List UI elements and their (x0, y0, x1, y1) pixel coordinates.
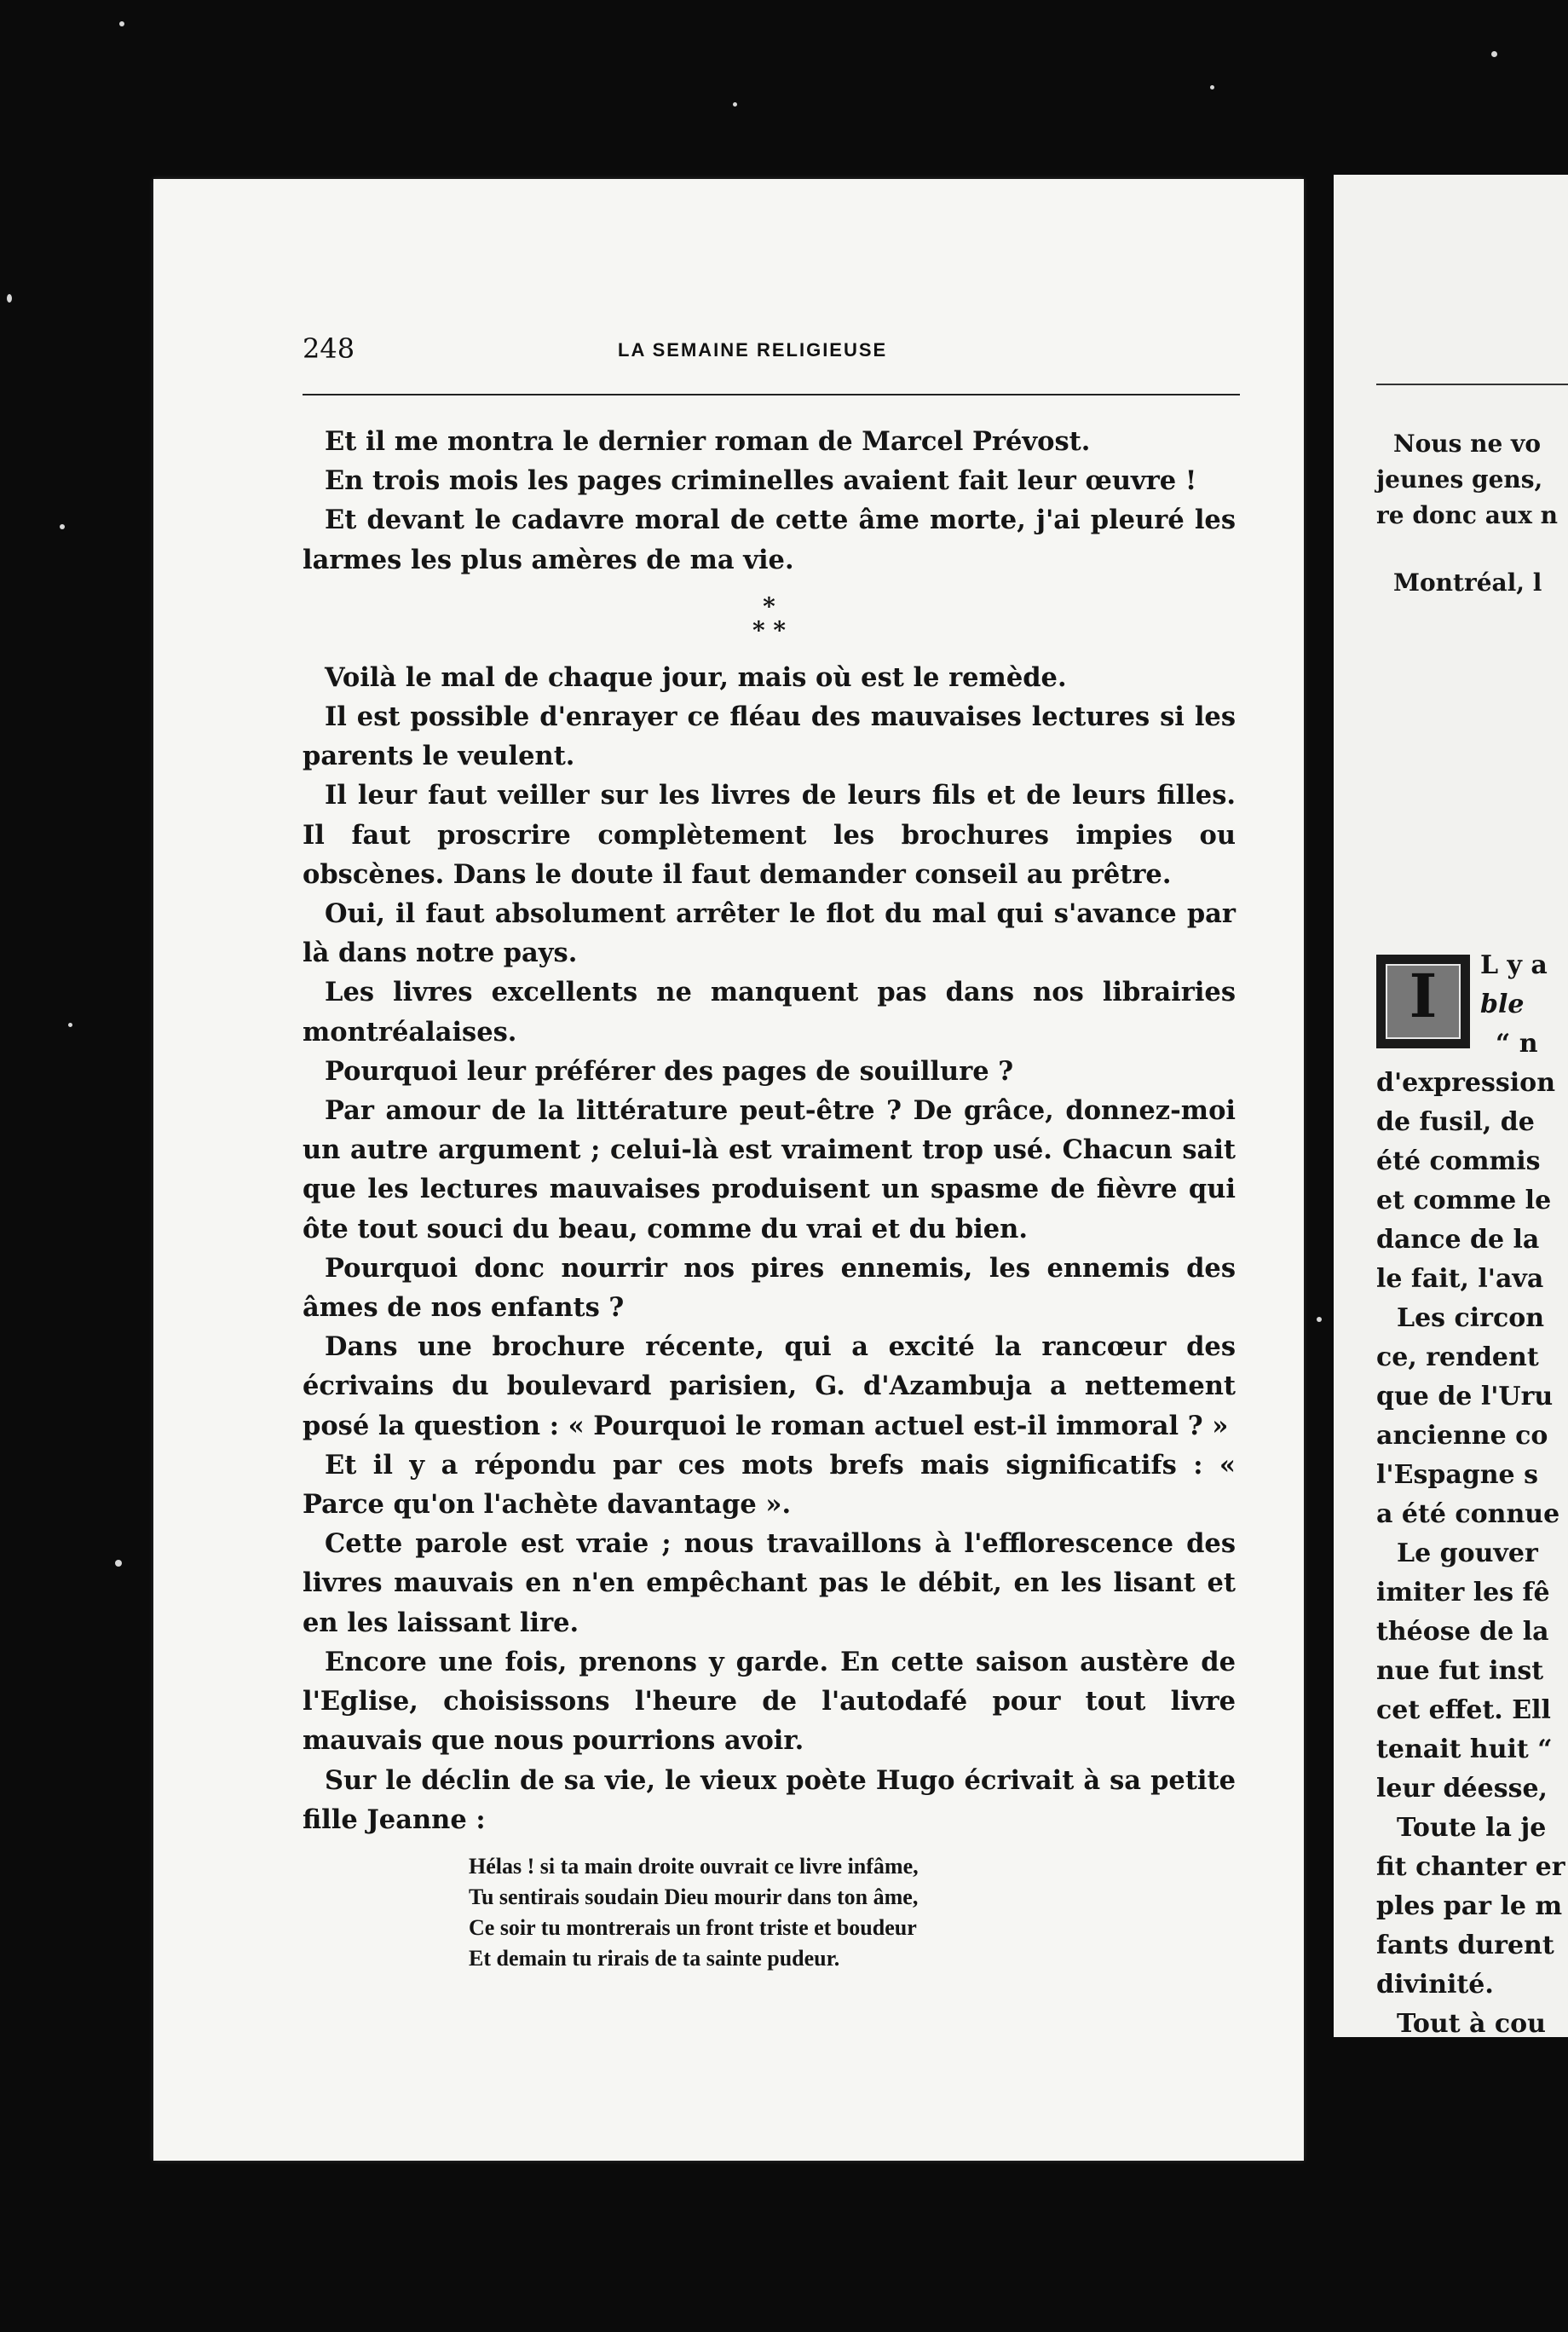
paragraph: Sur le déclin de sa vie, le vieux poète Hugo écrivait à sa petite fille Jeanne : (303, 1764, 1236, 1835)
paragraph: Et il y a répondu par ces mots brefs mais significatifs : « Parce qu'on l'achète davantage ». (303, 1449, 1236, 1521)
text-line: d'expression (1376, 1068, 1555, 1098)
text-line: divinité. (1376, 1970, 1494, 2000)
dust-speck (60, 524, 65, 529)
paragraph: Dans une brochure récente, qui a excité la rancœur des écrivains du boulevard parisien, G. d'Azambuja a nettement posé la question : « Pourquoi le roman actuel est-il immoral ? » (303, 1331, 1236, 1441)
text-line: Nous ne vo (1393, 430, 1542, 458)
poem-line: Ce soir tu montrerais un front triste et boudeur (469, 1914, 917, 1940)
asterism-separator (303, 580, 1236, 658)
dust-speck (119, 21, 124, 26)
text-line: jeunes gens, (1376, 465, 1543, 494)
text-line: fit chanter er (1376, 1852, 1565, 1882)
right-top-text (1376, 426, 1568, 534)
text-line: Toute la je (1397, 1813, 1547, 1843)
paragraph: Les livres excellents ne manquent pas dans nos librairies montréalaises. (303, 977, 1236, 1048)
dust-speck (7, 294, 12, 303)
dust-speck (1210, 85, 1214, 89)
paragraph: Par amour de la littérature peut-être ? De grâce, donnez-moi un autre argument ; celui-là est vraiment trop usé. Chacun sait que les lectures mauvaises produisent un spasme de fièvre qui ôte tout souci du beau, comme du vrai et du bien. (303, 1095, 1236, 1244)
paragraph: Et devant le cadavre moral de cette âme morte, j'ai pleuré les larmes les plus amères de ma vie. (303, 505, 1236, 575)
text-line: L y a (1480, 950, 1548, 980)
text-line: Les circon (1397, 1303, 1545, 1333)
text-line: le fait, l'ava (1376, 1264, 1544, 1294)
asterism-top: * (763, 592, 775, 621)
text-line: fants durent (1376, 1931, 1554, 1960)
text-line: tenait huit “ (1376, 1735, 1553, 1764)
running-title: LA SEMAINE RELIGIEUSE (618, 339, 888, 361)
paragraph: En trois mois les pages criminelles avaient fait leur œuvre ! (325, 465, 1197, 497)
text-line: cet effet. Ell (1376, 1695, 1551, 1725)
text-line: re donc aux n (1376, 501, 1559, 529)
text-line: nue fut inst (1376, 1656, 1544, 1686)
poem-line: Hélas ! si ta main droite ouvrait ce livre infâme, (469, 1853, 919, 1879)
text-line: Le gouver (1397, 1538, 1538, 1568)
poem-line: Et demain tu rirais de ta sainte pudeur. (469, 1945, 840, 1971)
page-number: 248 (303, 332, 355, 365)
text-line: leur déesse, (1376, 1774, 1548, 1804)
right-page (1334, 175, 1568, 2037)
asterism-bottom: * * (752, 615, 787, 644)
signoff-line: Montréal, l (1393, 569, 1542, 597)
right-column-text (1376, 946, 1568, 2037)
paragraph: Il est possible d'enrayer ce fléau des mauvaises lectures si les parents le veulent. (303, 701, 1236, 772)
text-line: ce, rendent (1376, 1342, 1539, 1372)
paragraph: Cette parole est vraie ; nous travaillons à l'efflorescence des livres mauvais en n'en empêchant pas le débit, en les lisant et en les laissant lire. (303, 1528, 1236, 1638)
paragraph: Pourquoi donc nourrir nos pires ennemis, les ennemis des âmes de nos enfants ? (303, 1252, 1236, 1324)
text-line: a été connue (1376, 1499, 1560, 1529)
paragraph: Pourquoi leur préférer des pages de souillure ? (325, 1055, 1014, 1087)
text-line: ancienne co (1376, 1421, 1548, 1451)
dust-speck (68, 1023, 72, 1027)
poem-line: Tu sentirais soudain Dieu mourir dans ton âme, (469, 1884, 919, 1909)
text-line: Tout à cou (1397, 2009, 1546, 2037)
paragraph: Encore une fois, prenons y garde. En cette saison austère de l'Eglise, choisissons l'heure de l'autodafé pour tout livre mauvais que nous pourrions avoir. (303, 1646, 1236, 1757)
text-line: de fusil, de (1376, 1107, 1535, 1137)
header-rule (303, 394, 1240, 395)
text-line: imiter les fê (1376, 1578, 1550, 1608)
dust-speck (115, 1560, 122, 1567)
dropcap-letter: I (1409, 961, 1438, 1031)
text-line: théose de la (1376, 1617, 1549, 1647)
poem-quote (469, 1851, 1236, 1974)
dust-speck (1317, 1317, 1322, 1322)
dust-speck (733, 102, 737, 107)
paragraph: Et il me montra le dernier roman de Marcel Prévost. (325, 426, 1091, 457)
text-line: ble (1480, 990, 1525, 1019)
text-line: l'Espagne s (1376, 1460, 1538, 1490)
header-rule (1376, 384, 1568, 385)
paragraph: Il leur faut veiller sur les livres de leurs fils et de leurs filles. Il faut proscrire complètement les brochures impies ou obscènes. Dans le doute il faut demander conseil au prêtre. (303, 780, 1236, 890)
dust-speck (1491, 51, 1497, 57)
paragraph: Oui, il faut absolument arrêter le flot du mal qui s'avance par là dans notre pays. (303, 898, 1236, 969)
page-header (303, 332, 1240, 373)
text-line: été commis (1376, 1146, 1541, 1176)
text-line: et comme le (1376, 1186, 1552, 1215)
left-page (153, 179, 1304, 2161)
text-line: ples par le m (1376, 1891, 1563, 1921)
article-body (303, 422, 1236, 1974)
text-line: “ n (1496, 1029, 1538, 1059)
text-line: dance de la (1376, 1225, 1540, 1255)
paragraph: Voilà le mal de chaque jour, mais où est le remède. (325, 661, 1067, 693)
text-line: que de l'Uru (1376, 1382, 1554, 1411)
